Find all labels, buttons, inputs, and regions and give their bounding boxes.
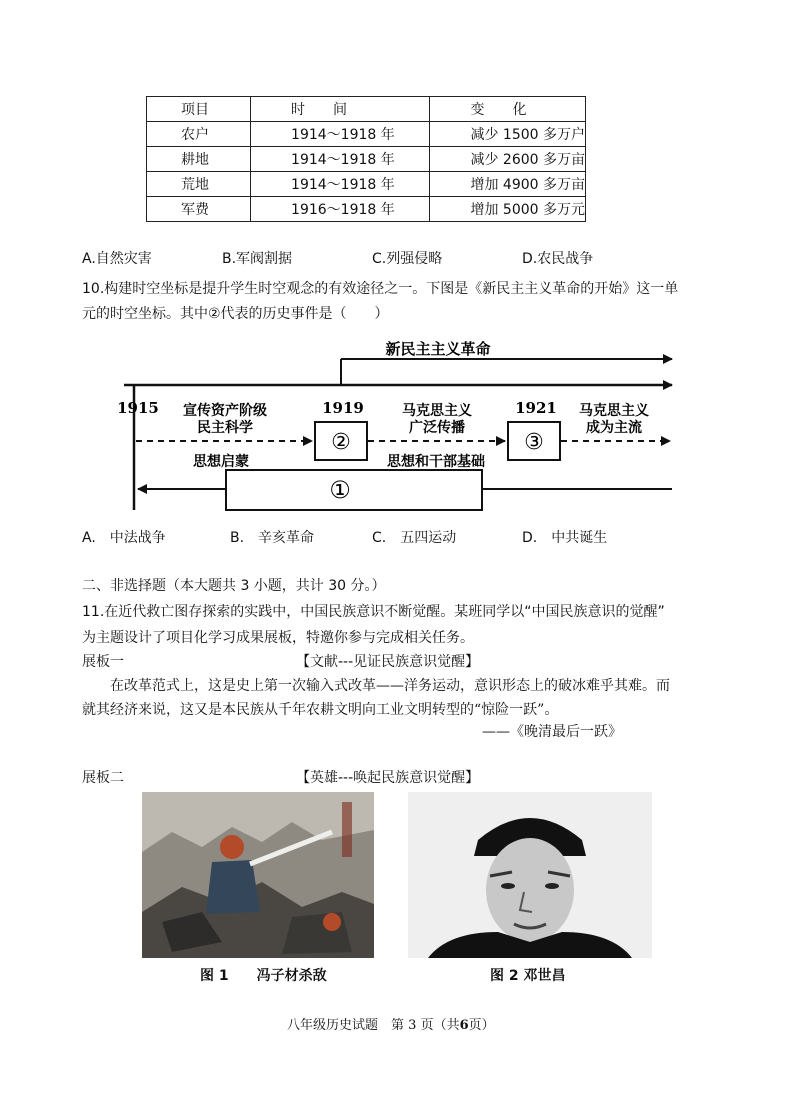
deng-shichang-portrait: [408, 792, 652, 958]
data-table: [146, 96, 586, 222]
table-cell: 增加 5000 多万元: [430, 197, 586, 222]
table-header-cell: 时 间: [251, 97, 430, 122]
timeline-under-b: 思想和干部基础: [387, 454, 485, 470]
timeline-year-1919: 1919: [322, 399, 364, 417]
table-cell: 1914～1918 年: [251, 122, 430, 147]
q9-option-a[interactable]: A.自然灾害: [82, 251, 152, 267]
table-cell: 军费: [147, 197, 251, 222]
table-row: [147, 197, 586, 222]
q10-option-c[interactable]: C. 五四运动: [372, 530, 457, 546]
board2-label: 展板二: [82, 770, 124, 786]
table-cell: 农户: [147, 122, 251, 147]
q10-stem-line2: 元的时空坐标。其中②代表的历史事件是（ ）: [82, 306, 389, 322]
footer-mid: 页（共: [420, 1018, 460, 1033]
feng-zicai-battle-painting: [142, 792, 374, 958]
box-1: [226, 470, 482, 510]
board1-source: ——《晚清最后一跃》: [482, 724, 622, 740]
q9-option-b[interactable]: B.军阀割据: [222, 251, 293, 267]
table-header-cell: 项目: [147, 97, 251, 122]
box-1-label: ①: [329, 476, 351, 504]
timeline-label-c1: 马克思主义: [579, 403, 649, 419]
q9-option-d[interactable]: D.农民战争: [522, 251, 594, 267]
table-cell: 1914～1918 年: [251, 147, 430, 172]
board2-title: 【英雄---唤起民族意识觉醒】: [296, 770, 480, 786]
timeline-under-a: 思想启蒙: [193, 454, 249, 470]
timeline-diagram: [0, 330, 794, 525]
board1-title: 【文献---见证民族意识觉醒】: [296, 654, 480, 670]
timeline-label-c2: 成为主流: [586, 420, 642, 436]
fig1-caption: 图 1 冯子材杀敌: [200, 968, 327, 984]
footer-total-pages: 6: [459, 1018, 469, 1033]
footer-prefix: 八年级历史试题 第: [287, 1018, 405, 1033]
table-cell: 减少 2600 多万亩: [430, 147, 586, 172]
table-cell: 耕地: [147, 147, 251, 172]
board1-text-line1: 在改革范式上，这是史上第一次输入式改革——洋务运动，意识形态上的破冰难乎其难。而: [110, 678, 670, 694]
box-2-label: ②: [331, 430, 351, 455]
table-cell: 1916～1918 年: [251, 197, 430, 222]
table-header-row: [147, 97, 586, 122]
timeline-top-label: 新民主主义革命: [385, 340, 491, 358]
table-row: [147, 122, 586, 147]
q10-option-d[interactable]: D. 中共诞生: [522, 530, 608, 546]
q9-option-c[interactable]: C.列强侵略: [372, 251, 443, 267]
q11-stem-line1: 11.在近代救亡图存探索的实践中，中国民族意识不断觉醒。某班同学以“中国民族意识的觉醒”: [82, 604, 665, 620]
q10-option-a[interactable]: A. 中法战争: [82, 530, 166, 546]
footer-suffix: 页）: [468, 1018, 495, 1033]
timeline-year-1915: 1915: [117, 399, 159, 417]
box-3-label: ③: [524, 430, 544, 455]
footer-page-number: 3: [408, 1018, 417, 1033]
q10-stem-line1: 10.构建时空坐标是提升学生时空观念的有效途径之一。下图是《新民主主义革命的开始》这一单: [82, 281, 679, 297]
q10-option-b[interactable]: B. 辛亥革命: [230, 530, 315, 546]
q11-stem-line2: 为主题设计了项目化学习成果展板，特邀你参与完成相关任务。: [82, 630, 474, 646]
table-header-cell: 变 化: [430, 97, 586, 122]
table-row: [147, 172, 586, 197]
timeline-label-a2: 民主科学: [197, 420, 253, 436]
timeline-year-1921: 1921: [515, 399, 557, 417]
board1-text-line2: 就其经济来说，这又是本民族从千年农耕文明向工业文明转型的“惊险一跃”。: [82, 702, 559, 718]
table-cell: 1914～1918 年: [251, 172, 430, 197]
board1-label: 展板一: [82, 654, 124, 670]
table-cell: 增加 4900 多万亩: [430, 172, 586, 197]
section-2-heading: 二、非选择题（本大题共 3 小题，共计 30 分。）: [82, 578, 386, 594]
table-cell: 荒地: [147, 172, 251, 197]
page-footer: [287, 1014, 495, 1033]
table-cell: 减少 1500 多万户: [430, 122, 586, 147]
fig2-caption: 图 2 邓世昌: [490, 968, 566, 984]
timeline-label-b1: 马克思主义: [402, 403, 472, 419]
timeline-label-b2: 广泛传播: [409, 420, 465, 436]
table-row: [147, 147, 586, 172]
timeline-label-a1: 宣传资产阶级: [183, 403, 267, 419]
